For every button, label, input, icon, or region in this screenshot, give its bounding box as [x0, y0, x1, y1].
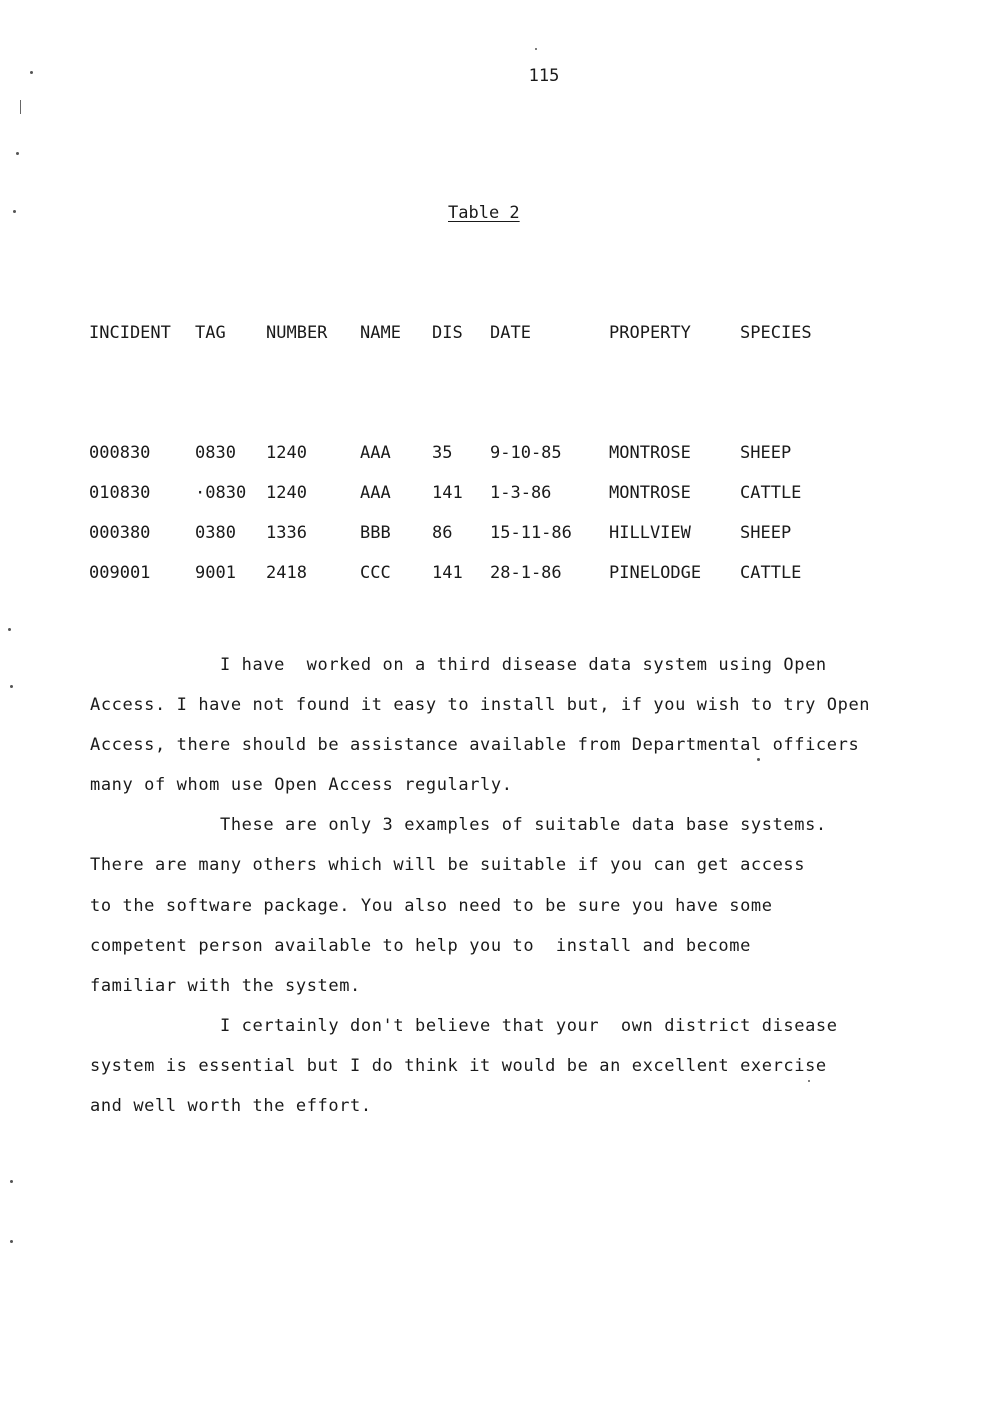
cell-date: 9-10-85 [490, 443, 562, 463]
cell-dis: 35 [432, 443, 453, 463]
cell-tag: 9001 [195, 563, 236, 583]
scan-speck [8, 628, 11, 631]
cell-property: HILLVIEW [609, 523, 691, 543]
cell-tag: 0380 [195, 523, 236, 543]
cell-incident: 000830 [89, 443, 151, 463]
cell-date: 1-3-86 [490, 483, 552, 503]
cell-property: MONTROSE [609, 443, 691, 463]
column-header-dis: DIS [432, 323, 463, 343]
scan-speck [757, 758, 760, 761]
body-text [90, 645, 960, 1126]
table-row [89, 443, 830, 483]
paragraph-line: Access. I have not found it easy to install but, if you wish to try Open [90, 695, 871, 716]
cell-number: 1240 [266, 443, 307, 463]
cell-date: 15-11-86 [490, 523, 572, 543]
paragraph-line: These are only 3 examples of suitable data base systems. [220, 815, 827, 836]
scan-speck [30, 71, 33, 74]
paragraph-line: and well worth the effort. [90, 1096, 372, 1117]
cell-incident: 009001 [89, 563, 151, 583]
scan-speck [16, 152, 19, 155]
cell-name: BBB [360, 523, 391, 543]
incident-table [89, 323, 830, 603]
cell-tag: 0830 [195, 443, 236, 463]
cell-dis: 141 [432, 483, 463, 503]
column-header-name: NAME [360, 323, 401, 343]
cell-date: 28-1-86 [490, 563, 562, 583]
cell-species: SHEEP [740, 443, 792, 463]
paragraph-line: Access, there should be assistance available from Departmental officers [90, 735, 860, 756]
paragraph-line: many of whom use Open Access regularly. [90, 775, 513, 796]
scan-speck [535, 48, 537, 50]
cell-number: 1240 [266, 483, 307, 503]
cell-name: AAA [360, 483, 391, 503]
column-header-tag: TAG [195, 323, 226, 343]
table-header-row [89, 323, 830, 443]
cell-name: CCC [360, 563, 391, 583]
table-row [89, 483, 830, 523]
cell-number: 2418 [266, 563, 307, 583]
paragraph-line: I have worked on a third disease data system using Open [220, 655, 827, 675]
scan-speck [10, 1240, 13, 1243]
paragraph-line: There are many others which will be suitable if you can get access [90, 855, 806, 876]
scan-speck [808, 1080, 810, 1082]
paragraph-line: familiar with the system. [90, 975, 361, 996]
column-header-date: DATE [490, 323, 531, 343]
cell-species: SHEEP [740, 523, 792, 543]
column-header-species: SPECIES [740, 323, 812, 343]
paragraph-line: to the software package. You also need to be sure you have some [90, 895, 773, 916]
column-header-number: NUMBER [266, 323, 328, 343]
column-header-property: PROPERTY [609, 323, 691, 343]
cell-number: 1336 [266, 523, 307, 543]
cell-incident: 010830 [89, 483, 151, 503]
cell-property: MONTROSE [609, 483, 691, 503]
table-row [89, 563, 830, 603]
table-row [89, 523, 830, 563]
cell-incident: 000380 [89, 523, 151, 543]
paragraph-line: competent person available to help you to install and become [90, 935, 751, 956]
cell-species: CATTLE [740, 483, 802, 503]
table-title: Table 2 [448, 203, 520, 223]
scan-speck [10, 685, 13, 688]
page-number: 115 [528, 66, 560, 86]
cell-tag: ·0830 [195, 483, 247, 503]
cell-name: AAA [360, 443, 391, 463]
paragraph-line: system is essential but I do think it would be an excellent exercise [90, 1055, 827, 1076]
column-header-incident: INCIDENT [89, 323, 171, 343]
cell-dis: 86 [432, 523, 453, 543]
cell-property: PINELODGE [609, 563, 702, 583]
scan-speck [13, 210, 16, 213]
cell-species: CATTLE [740, 563, 802, 583]
scan-mark [20, 100, 21, 114]
scan-speck [10, 1180, 13, 1183]
paragraph-line: I certainly don't believe that your own district disease [220, 1015, 838, 1036]
cell-dis: 141 [432, 563, 463, 583]
